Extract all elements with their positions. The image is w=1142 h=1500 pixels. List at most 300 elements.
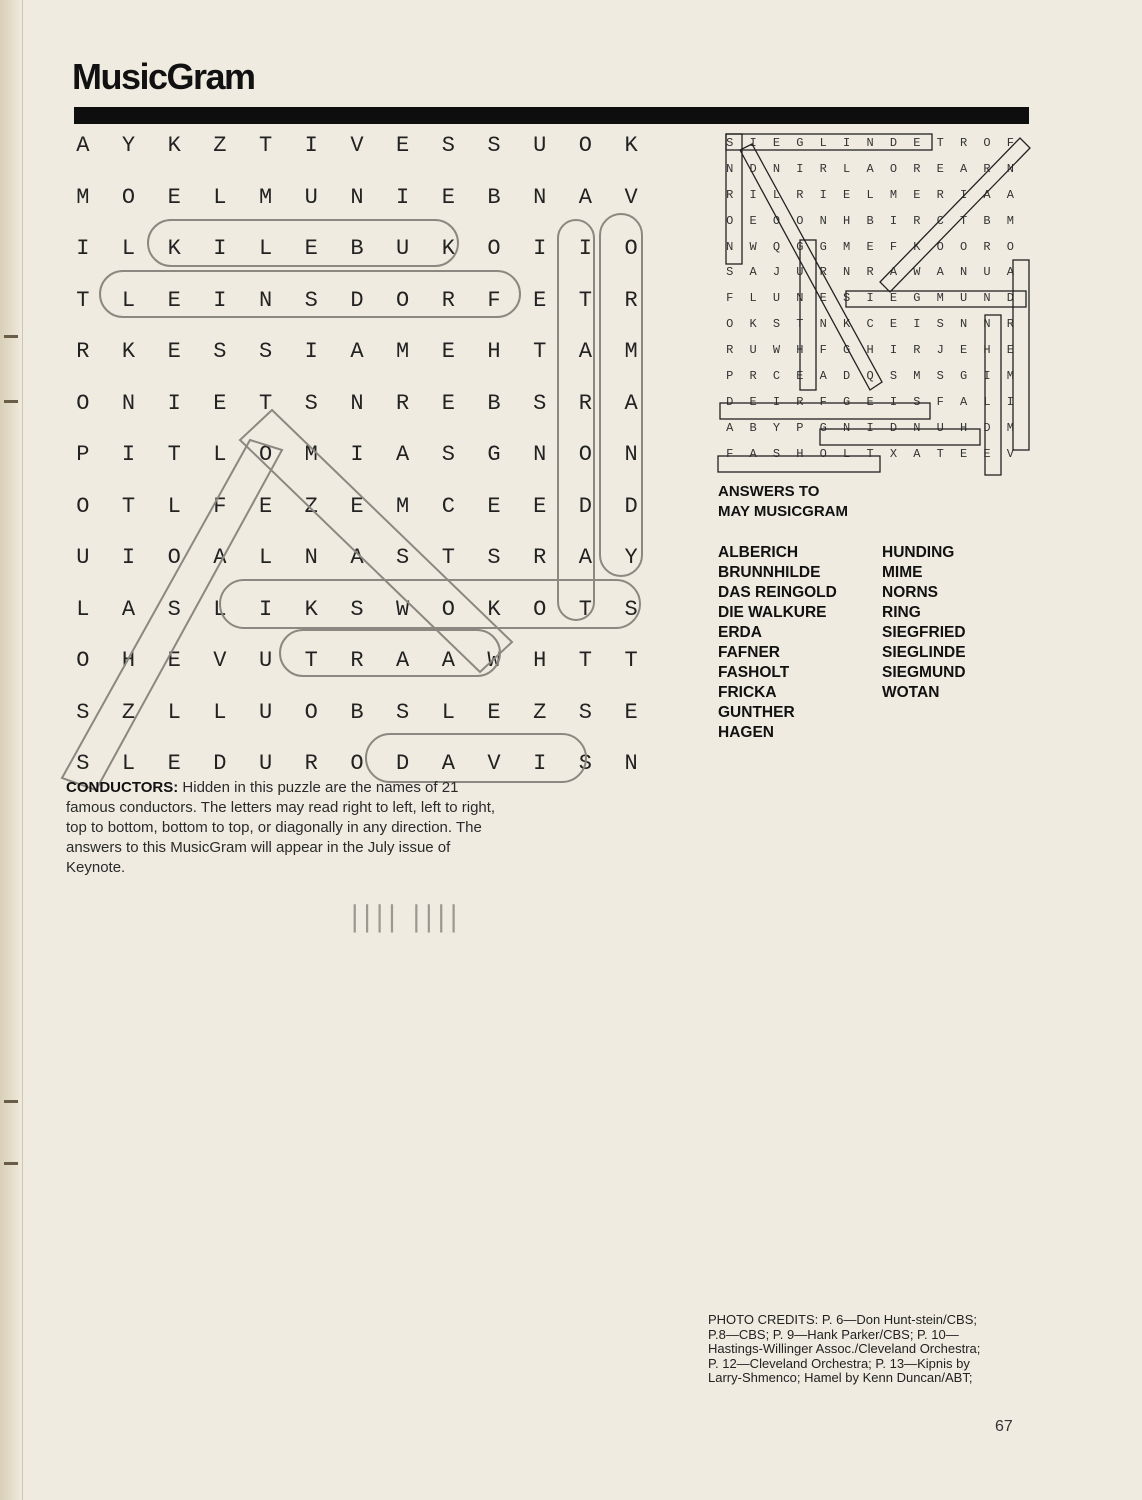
grid-letter: I — [843, 135, 851, 150]
grid-letter: X — [889, 446, 898, 461]
puzzle-description — [66, 778, 506, 878]
grid-letter: I — [167, 390, 181, 416]
grid-letter: H — [960, 420, 968, 435]
grid-letter: M — [396, 493, 410, 519]
grid-letter: A — [983, 187, 991, 202]
grid-letter: V — [1006, 446, 1014, 461]
grid-letter: S — [772, 317, 781, 332]
grid-letter: L — [121, 751, 136, 777]
grid-letter: K — [913, 239, 921, 254]
grid-letter: S — [258, 339, 273, 365]
grid-letter: I — [819, 187, 827, 202]
grid-letter: K — [121, 339, 136, 365]
grid-letter: O — [796, 213, 804, 228]
grid-letter: T — [578, 648, 592, 674]
grid-letter: R — [726, 343, 734, 358]
grid-letter: O — [726, 213, 734, 228]
grid-letter: N — [533, 442, 547, 468]
grid-letter: N — [819, 317, 827, 332]
grid-letter: U — [304, 184, 318, 210]
grid-letter: O — [889, 161, 898, 176]
grid-letter: A — [749, 446, 757, 461]
grid-letter: T — [936, 446, 944, 461]
handwritten-tally: |||| |||| — [350, 900, 462, 933]
grid-letter: O — [350, 751, 364, 777]
answer-item: FASHOLT — [718, 664, 790, 681]
grid-letter: E — [167, 287, 181, 313]
answers-column-1 — [718, 543, 837, 743]
grid-letter: A — [578, 184, 592, 210]
grid-letter: G — [487, 442, 501, 468]
grid-letter: E — [796, 368, 804, 383]
grid-letter: D — [350, 287, 364, 313]
grid-letter: A — [866, 161, 874, 176]
grid-letter: S — [487, 133, 501, 159]
grid-letter: L — [866, 187, 874, 202]
grid-letter: E — [960, 446, 968, 461]
grid-letter: I — [889, 343, 898, 358]
grid-letter: A — [936, 265, 944, 280]
grid-letter: T — [121, 493, 136, 519]
grid-letter: M — [889, 187, 898, 202]
grid-letter: F — [1006, 135, 1014, 150]
grid-letter: T — [167, 442, 181, 468]
grid-letter: H — [796, 446, 804, 461]
grid-letter: T — [796, 317, 804, 332]
grid-letter: A — [726, 420, 734, 435]
grid-letter: I — [533, 751, 547, 777]
grid-letter: S — [441, 442, 455, 468]
grid-letter: O — [983, 135, 991, 150]
grid-letter: R — [441, 287, 455, 313]
grid-letter: Y — [121, 133, 136, 159]
grid-letter: R — [936, 187, 944, 202]
grid-letter: K — [624, 133, 638, 159]
grid-letter: R — [983, 161, 991, 176]
grid-letter: N — [350, 390, 364, 416]
grid-letter: N — [843, 420, 851, 435]
grid-letter: S — [843, 291, 851, 306]
grid-letter: N — [960, 317, 968, 332]
grid-letter: F — [889, 239, 898, 254]
grid-letter: E — [983, 446, 991, 461]
grid-letter: F — [819, 394, 827, 409]
grid-letter: E — [167, 648, 181, 674]
grid-letter: U — [749, 343, 757, 358]
grid-letter: L — [258, 236, 273, 262]
grid-letter: O — [936, 239, 944, 254]
grid-letter: U — [983, 265, 991, 280]
grid-letter: E — [213, 390, 227, 416]
grid-letter: W — [913, 265, 921, 280]
grid-letter: S — [726, 265, 734, 280]
grid-letter: G — [913, 291, 921, 306]
answers-heading-line1: ANSWERS TO — [718, 483, 820, 500]
grid-letter: O — [578, 442, 592, 468]
grid-letter: D — [726, 394, 734, 409]
grid-letter: L — [121, 287, 136, 313]
grid-letter: N — [772, 161, 781, 176]
grid-letter: M — [936, 291, 944, 306]
grid-letter: A — [441, 751, 455, 777]
grid-letter: E — [441, 184, 455, 210]
grid-letter: E — [913, 135, 921, 150]
grid-letter: N — [304, 545, 318, 571]
grid-letter: I — [304, 133, 318, 159]
answer-item: HAGEN — [718, 724, 774, 741]
grid-letter: E — [258, 493, 273, 519]
grid-letter: E — [624, 699, 638, 725]
grid-letter: E — [441, 390, 455, 416]
grid-letter: D — [624, 493, 638, 519]
grid-letter: R — [624, 287, 638, 313]
grid-letter: O — [76, 648, 90, 674]
grid-letter: I — [213, 287, 227, 313]
grid-letter: Z — [533, 699, 547, 725]
grid-letter: O — [121, 184, 136, 210]
grid-letter: H — [796, 343, 804, 358]
grid-letter: K — [843, 317, 851, 332]
grid-letter: U — [796, 265, 804, 280]
grid-letter: E — [749, 394, 757, 409]
grid-letter: S — [167, 596, 181, 622]
grid-letter: S — [578, 751, 592, 777]
grid-letter: I — [889, 213, 898, 228]
grid-letter: A — [819, 368, 827, 383]
grid-letter: R — [819, 265, 827, 280]
grid-letter: M — [1006, 368, 1014, 383]
grid-letter: E — [889, 317, 898, 332]
grid-letter: R — [796, 394, 804, 409]
grid-letter: N — [796, 291, 804, 306]
grid-letter: G — [796, 135, 804, 150]
grid-letter: S — [396, 699, 410, 725]
grid-letter: M — [624, 339, 638, 365]
grid-letter: I — [889, 394, 898, 409]
grid-letter: E — [843, 187, 851, 202]
grid-letter: T — [258, 390, 273, 416]
grid-letter: O — [624, 236, 638, 262]
grid-letter: B — [749, 420, 757, 435]
grid-letter: C — [772, 368, 781, 383]
grid-letter: O — [772, 213, 781, 228]
grid-letter: V — [213, 648, 227, 674]
grid-letter: U — [772, 291, 781, 306]
grid-letter: J — [772, 265, 781, 280]
grid-letter: M — [1006, 213, 1014, 228]
description-label: CONDUCTORS: — [66, 779, 179, 796]
grid-letter: U — [960, 291, 968, 306]
grid-letter: E — [167, 184, 181, 210]
grid-letter: R — [578, 390, 592, 416]
grid-letter: I — [76, 236, 90, 262]
grid-letter: N — [533, 184, 547, 210]
grid-letter: E — [749, 213, 757, 228]
grid-letter: H — [533, 648, 547, 674]
grid-letter: G — [843, 343, 851, 358]
answer-item: DAS REINGOLD — [718, 584, 837, 601]
grid-letter: E — [936, 161, 944, 176]
answer-item: NORNS — [882, 584, 938, 601]
grid-letter: E — [487, 699, 501, 725]
grid-letter: V — [624, 184, 638, 210]
grid-letter: H — [866, 343, 874, 358]
grid-letter: N — [121, 390, 136, 416]
grid-letter: E — [819, 291, 827, 306]
grid-letter: T — [624, 648, 638, 674]
grid-letter: I — [258, 596, 273, 622]
grid-letter: O — [533, 596, 547, 622]
grid-letter: E — [533, 287, 547, 313]
photo-credits: PHOTO CREDITS: P. 6—Don Hunt-stein/CBS; P.8—CBS; P. 9—Hank Parker/CBS; P. 10—Hastings-Willinger Assoc./Cleveland Orchestra; P. 12—Cleveland Orchestra; P. 13—Kipnis by Larry-Shmenco; Hamel by Kenn Duncan/ABT; — [708, 1312, 981, 1385]
grid-letter: I — [749, 187, 757, 202]
grid-letter: R — [749, 368, 757, 383]
grid-letter: L — [441, 699, 455, 725]
grid-letter: N — [960, 265, 968, 280]
grid-letter: F — [819, 343, 827, 358]
grid-letter: E — [487, 493, 501, 519]
grid-letter: T — [258, 133, 273, 159]
grid-letter: R — [983, 239, 991, 254]
answer-item: BRUNNHILDE — [718, 564, 821, 581]
description-text: Hidden in this puzzle are the names of 21 famous conductors. The letters may read right to left, left to right, top to bottom, bottom to top, or diagonally in any direction. The answers to this MusicGram will appear in the July issue of Keynote. — [66, 779, 496, 876]
answer-item: SIEGMUND — [882, 664, 966, 681]
grid-letter: U — [258, 699, 273, 725]
grid-letter: E — [913, 187, 921, 202]
grid-letter: E — [772, 135, 781, 150]
grid-letter: D — [889, 420, 898, 435]
word-search-grid — [60, 120, 654, 790]
grid-letter: S — [889, 368, 898, 383]
grid-letter: O — [167, 545, 181, 571]
grid-letter: H — [983, 343, 991, 358]
grid-letter: D — [843, 368, 851, 383]
grid-letter: K — [441, 236, 455, 262]
grid-letter: T — [960, 213, 968, 228]
grid-letter: I — [121, 545, 136, 571]
grid-letter: N — [913, 420, 921, 435]
grid-letter: R — [913, 161, 921, 176]
grid-letter: T — [936, 135, 944, 150]
grid-letter: O — [396, 287, 410, 313]
grid-letter: W — [772, 343, 781, 358]
grid-letter: I — [960, 187, 968, 202]
grid-letter: O — [441, 596, 455, 622]
grid-letter: L — [213, 184, 227, 210]
answer-item: SIEGFRIED — [882, 624, 966, 641]
grid-letter: B — [487, 390, 501, 416]
grid-letter: U — [533, 133, 547, 159]
grid-letter: D — [889, 135, 898, 150]
grid-letter: I — [396, 184, 410, 210]
grid-letter: K — [487, 596, 501, 622]
grid-letter: R — [396, 390, 410, 416]
grid-letter: O — [726, 317, 734, 332]
grid-letter: R — [866, 265, 874, 280]
grid-letter: L — [258, 545, 273, 571]
grid-letter: P — [796, 420, 804, 435]
grid-letter: O — [76, 390, 90, 416]
grid-letter: E — [866, 394, 874, 409]
grid-letter: Y — [772, 420, 781, 435]
grid-letter: I — [304, 339, 318, 365]
grid-letter: O — [76, 493, 90, 519]
grid-letter: A — [1006, 187, 1014, 202]
grid-letter: I — [983, 368, 991, 383]
grid-letter: Z — [304, 493, 318, 519]
grid-letter: B — [487, 184, 501, 210]
grid-letter: N — [843, 265, 851, 280]
grid-letter: E — [889, 291, 898, 306]
grid-letter: D — [578, 493, 592, 519]
grid-letter: A — [76, 133, 90, 159]
grid-letter: C — [936, 213, 944, 228]
grid-letter: T — [866, 446, 874, 461]
grid-letter: L — [213, 442, 227, 468]
grid-letter: M — [913, 368, 921, 383]
grid-letter: S — [304, 287, 318, 313]
grid-letter: N — [819, 213, 827, 228]
grid-letter: I — [866, 291, 874, 306]
grid-letter: D — [983, 420, 991, 435]
grid-letter: N — [1006, 161, 1014, 176]
grid-letter: G — [796, 239, 804, 254]
grid-letter: B — [350, 236, 364, 262]
grid-letter: F — [213, 493, 227, 519]
grid-letter: L — [213, 699, 227, 725]
grid-letter: S — [624, 596, 638, 622]
grid-letter: E — [960, 343, 968, 358]
grid-letter: P — [76, 442, 90, 468]
grid-letter: T — [578, 287, 592, 313]
grid-letter: I — [213, 236, 227, 262]
grid-letter: L — [843, 161, 851, 176]
grid-letter: I — [350, 442, 364, 468]
grid-letter: T — [76, 287, 90, 313]
grid-letter: R — [819, 161, 827, 176]
grid-letter: U — [936, 420, 944, 435]
grid-letter: T — [441, 545, 455, 571]
answer-item: HUNDING — [882, 544, 955, 561]
grid-letter: A — [396, 442, 410, 468]
grid-letter: J — [936, 343, 944, 358]
grid-letter: S — [76, 699, 90, 725]
grid-letter: R — [350, 648, 364, 674]
grid-letter: V — [487, 751, 501, 777]
grid-letter: R — [726, 187, 734, 202]
grid-letter: S — [913, 394, 921, 409]
grid-letter: U — [76, 545, 90, 571]
grid-letter: G — [960, 368, 968, 383]
grid-letter: E — [396, 133, 410, 159]
grid-letter: F — [726, 446, 734, 461]
grid-letter: R — [913, 343, 921, 358]
grid-letter: M — [1006, 420, 1014, 435]
grid-letter: A — [578, 339, 592, 365]
grid-letter: A — [350, 545, 364, 571]
grid-letter: S — [441, 133, 455, 159]
grid-letter: R — [304, 751, 318, 777]
grid-letter: R — [1006, 317, 1014, 332]
grid-letter: K — [167, 236, 181, 262]
answers-column-2 — [882, 543, 966, 703]
grid-letter: N — [866, 135, 874, 150]
grid-letter: S — [533, 390, 547, 416]
answer-item: ERDA — [718, 624, 762, 641]
grid-letter: S — [936, 368, 944, 383]
grid-letter: V — [350, 133, 364, 159]
grid-letter: O — [1006, 239, 1014, 254]
grid-letter: G — [843, 394, 851, 409]
grid-letter: D — [396, 751, 410, 777]
grid-letter: W — [749, 239, 757, 254]
grid-letter: S — [396, 545, 410, 571]
answer-item: FRICKA — [718, 684, 777, 701]
grid-letter: M — [843, 239, 851, 254]
answer-item: GUNTHER — [718, 704, 795, 721]
grid-letter: S — [726, 135, 734, 150]
staple-mark — [4, 400, 18, 403]
grid-letter: Z — [213, 133, 227, 159]
grid-letter: I — [913, 317, 921, 332]
grid-letter: L — [167, 699, 181, 725]
grid-letter: Q — [772, 239, 781, 254]
grid-letter: N — [726, 239, 734, 254]
grid-letter: S — [76, 751, 90, 777]
grid-letter: E — [350, 493, 364, 519]
page-number: 67 — [995, 1418, 1013, 1435]
grid-letter: R — [533, 545, 547, 571]
grid-letter: S — [936, 317, 944, 332]
grid-letter: K — [749, 317, 757, 332]
grid-letter: F — [487, 287, 501, 313]
staple-mark — [4, 335, 18, 338]
answer-item: RING — [882, 604, 921, 621]
grid-letter: E — [533, 493, 547, 519]
grid-letter: I — [533, 236, 547, 262]
grid-letter: S — [578, 699, 592, 725]
grid-letter: A — [441, 648, 455, 674]
grid-letter: I — [121, 442, 136, 468]
grid-letter: M — [76, 184, 90, 210]
grid-letter: N — [258, 287, 273, 313]
grid-letter: A — [749, 265, 757, 280]
grid-letter: R — [796, 187, 804, 202]
grid-letter: Q — [866, 368, 874, 383]
grid-letter: O — [258, 442, 273, 468]
grid-letter: W — [487, 648, 501, 674]
grid-letter: O — [304, 699, 318, 725]
page-title: MusicGram — [72, 56, 255, 97]
grid-letter: L — [167, 493, 181, 519]
grid-letter: A — [889, 265, 898, 280]
grid-letter: E — [1006, 343, 1014, 358]
grid-letter: L — [121, 236, 136, 262]
grid-letter: N — [624, 751, 638, 777]
grid-letter: M — [396, 339, 410, 365]
grid-letter: K — [304, 596, 318, 622]
grid-letter: A — [1006, 265, 1014, 280]
answer-item: DIE WALKURE — [718, 604, 827, 621]
grid-letter: O — [487, 236, 501, 262]
grid-letter: B — [350, 699, 364, 725]
grid-letter: L — [749, 291, 757, 306]
grid-letter: T — [533, 339, 547, 365]
answer-item: SIEGLINDE — [882, 644, 966, 661]
grid-letter: N — [983, 291, 991, 306]
grid-letter: R — [960, 135, 968, 150]
grid-letter: R — [76, 339, 90, 365]
